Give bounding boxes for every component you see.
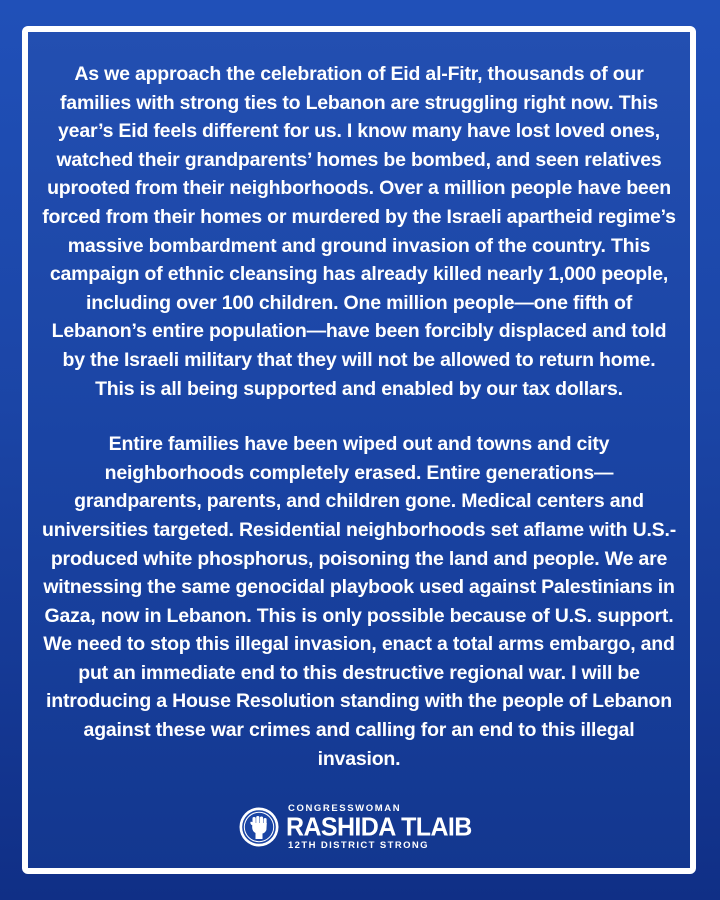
statement-paragraph-1: As we approach the celebration of Eid al-Fitr, thousands of our families with strong ties to Lebanon are struggling right now. This year’s Eid feels different for us. I know many have lost loved ones, watched their grandparents’ homes be bombed, and seen relatives uprooted from their neighborhoods. Over a million people have been forced from their homes or murdered by the Israeli apartheid regime’s massive bombardment and ground invasion of the country. This campaign of ethnic cleansing has already killed nearly 1,000 people, including over 100 children. One million people—one fifth of Lebanon’s entire population—have been forcibly displaced and told by the Israeli military that they will not be allowed to return home. This is all being supported and enabled by our tax dollars. bbox=[42, 63, 676, 400]
statement-paragraph-2: Entire families have been wiped out and towns and city neighborhoods completely erased. Entire generations—grandparents, parents, and children gone. Medical centers and universities targeted. Residential neighborhoods set aflame with U.S.-produced white phosphorus, poisoning the land and people. We are witnessing the same genocidal playbook used against Palestinians in Gaza, now in Lebanon. This is only possible because of U.S. support. We need to stop this illegal invasion, enact a total arms embargo, and put an immediate end to this destructive regional war. I will be introducing a House Resolution standing with the people of Lebanon against these war crimes and calling for an end to this illegal invasion. bbox=[42, 433, 676, 770]
signature-text bbox=[286, 804, 472, 850]
white-border-frame bbox=[22, 26, 696, 874]
signature-tagline: 12TH DISTRICT STRONG bbox=[288, 839, 429, 851]
statement-body bbox=[42, 60, 676, 773]
signature-logo bbox=[238, 802, 498, 852]
signature-title: CONGRESSWOMAN bbox=[288, 803, 402, 814]
raised-fist-seal-icon bbox=[238, 806, 280, 848]
signature-name: RASHIDA TLAIB bbox=[286, 811, 472, 842]
